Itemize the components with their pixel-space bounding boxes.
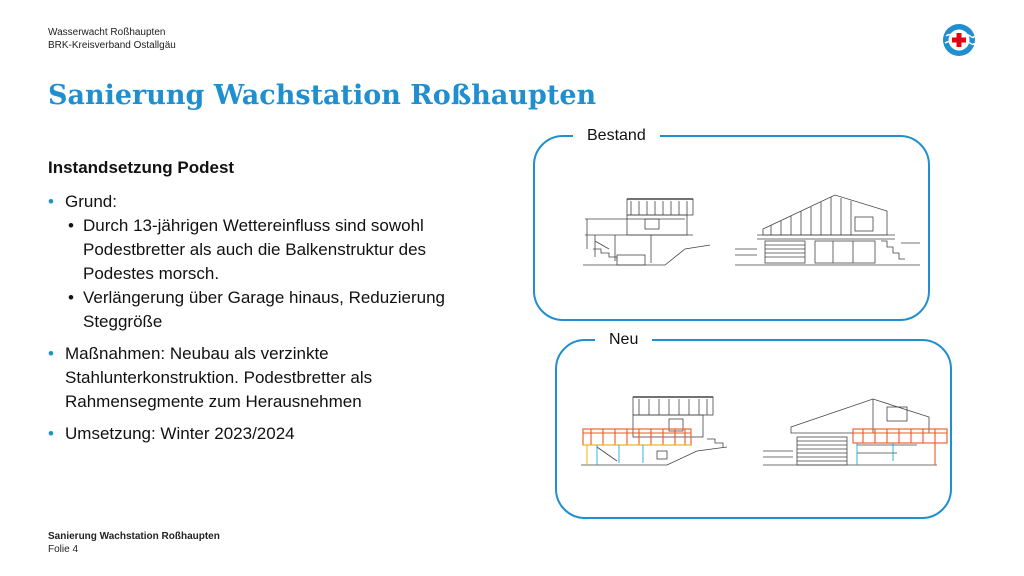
bullet-item	[48, 190, 488, 334]
bullet-item: • Umsetzung: Winter 2023/2024	[48, 422, 488, 446]
footer	[48, 530, 220, 556]
red-cross-logo-icon	[942, 23, 976, 57]
footer-title: Sanierung Wachstation Roßhaupten	[48, 531, 220, 542]
sub-bullet-item: • Durch 13-jährigen Wettereinfluss sind sowohl Podestbretter als auch die Balkenstruktur des Podestes morsch.	[65, 214, 488, 286]
org-district: BRK-Kreisverband Ostallgäu	[48, 40, 176, 51]
sub-bullet-list	[65, 214, 488, 334]
org-name: Wasserwacht Roßhaupten	[48, 27, 166, 38]
slide-title: Sanierung Wachstation Roßhaupten	[48, 80, 597, 111]
slide-number: Folie 4	[48, 544, 79, 555]
bestand-panel	[533, 127, 930, 321]
bullet-text: Grund:	[65, 192, 117, 211]
sub-bullet-item: • Verlängerung über Garage hinaus, Reduzierung Steggröße	[65, 286, 488, 334]
bullet-item: • Maßnahmen: Neubau als verzinkte Stahlunterkonstruktion. Podestbretter als Rahmensegmente zum Herausnehmen	[48, 342, 488, 414]
neu-elevation-drawings	[557, 341, 950, 517]
organization-info	[48, 26, 176, 52]
bestand-elevation-drawings	[535, 137, 928, 319]
bullet-list	[48, 190, 488, 454]
bestand-label: Bestand	[573, 126, 660, 146]
section-heading: Instandsetzung Podest	[48, 158, 235, 177]
neu-label: Neu	[595, 330, 652, 350]
neu-panel	[555, 331, 952, 519]
